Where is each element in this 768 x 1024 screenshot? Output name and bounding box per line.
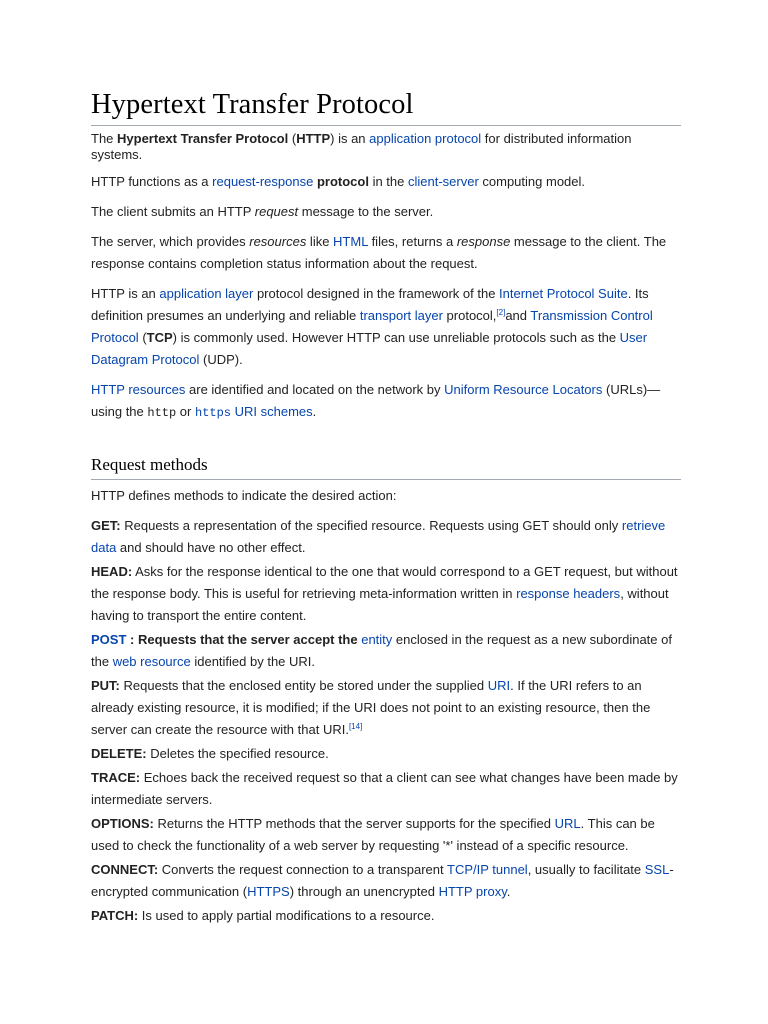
text: computing model. <box>478 174 586 189</box>
term-protocol: protocol <box>316 174 369 189</box>
text: ( <box>138 330 147 345</box>
text: files, returns a <box>367 234 457 249</box>
text: Returns the HTTP methods that the server supports for the specified <box>153 816 555 831</box>
text: are identified and located on the network by <box>185 382 445 397</box>
text: . <box>312 404 317 419</box>
text: -encrypted communication ( <box>91 862 674 899</box>
link-label: URI schemes <box>234 404 313 419</box>
link-uri[interactable]: URI <box>487 678 511 693</box>
link-user-datagram-protocol[interactable]: User Datagram Protocol <box>91 330 648 367</box>
method-connect <box>91 859 681 903</box>
code-https: https <box>194 406 231 420</box>
text: . <box>506 884 511 899</box>
term-request: request <box>254 204 299 219</box>
method-name: PUT: <box>91 678 120 693</box>
method-name: CONNECT: <box>91 862 159 877</box>
method-head <box>91 561 681 627</box>
text: ) is commonly used. However HTTP can use unreliable protocols such as the <box>172 330 620 345</box>
method-trace <box>91 767 681 811</box>
method-patch <box>91 905 681 927</box>
text: HTTP functions as a <box>91 174 213 189</box>
method-options <box>91 813 681 857</box>
intro-paragraph-5 <box>91 283 681 371</box>
link-application-protocol[interactable]: application protocol <box>369 131 482 146</box>
text: Asks for the response identical to the one that would correspond to a GET request, but without the response body. This is useful for retrieving meta-information written in <box>91 564 678 601</box>
citation-14[interactable]: [14] <box>348 722 363 731</box>
text: Echoes back the received request so that a client can see what changes have been made by intermediate servers. <box>91 770 678 807</box>
text: identified by the URI. <box>190 654 316 669</box>
term-tcp: TCP <box>146 330 173 345</box>
link-web-resource[interactable]: web resource <box>112 654 191 669</box>
link-client-server[interactable]: client-server <box>407 174 479 189</box>
text: ) through an unencrypted <box>289 884 439 899</box>
method-delete <box>91 743 681 765</box>
term-http-bold: Hypertext Transfer Protocol <box>117 131 289 146</box>
text: (UDP). <box>199 352 243 367</box>
methods-lead: HTTP defines methods to indicate the desired action: <box>91 488 397 503</box>
link-transmission-control-protocol[interactable]: Transmission Control Protocol <box>91 308 653 345</box>
text: The <box>91 131 118 146</box>
intro-paragraph-1 <box>91 131 681 163</box>
link-internet-protocol-suite[interactable]: Internet Protocol Suite <box>499 286 628 301</box>
text: . This can be used to check the functionality of a web server by requesting '*' instead of a specific resource. <box>91 816 655 853</box>
text: , usually to facilitate <box>527 862 645 877</box>
text: enclosed in the request as a new subordinate of the <box>91 632 672 669</box>
link-application-layer[interactable]: application layer <box>159 286 254 301</box>
intro-paragraph-4 <box>91 231 681 275</box>
link-uniform-resource-locators[interactable]: Uniform Resource Locators <box>444 382 603 397</box>
text: protocol designed in the framework of the <box>253 286 500 301</box>
method-get <box>91 515 681 559</box>
article-content <box>91 88 681 927</box>
text: (URLs)—using the <box>91 382 661 419</box>
link-transport-layer[interactable]: transport layer <box>359 308 443 323</box>
intro-paragraph-2 <box>91 171 681 193</box>
section-heading-request-methods: Request methods <box>91 454 681 480</box>
text: The server, which provides <box>91 234 250 249</box>
intro-paragraph-6 <box>91 379 681 424</box>
link-entity[interactable]: entity <box>361 632 393 647</box>
link-tcp-ip-tunnel[interactable]: TCP/IP tunnel <box>447 862 528 877</box>
text: Deletes the specified resource. <box>146 746 329 761</box>
code-http: http <box>147 406 177 420</box>
text: message to the server. <box>298 204 434 219</box>
text: like <box>306 234 334 249</box>
text: ) is an <box>330 131 370 146</box>
method-name: OPTIONS: <box>91 816 154 831</box>
text: : Requests that the server accept the <box>126 632 362 647</box>
method-name: DELETE: <box>91 746 147 761</box>
method-post <box>91 629 681 673</box>
link-post-method[interactable]: POST <box>91 632 127 647</box>
link-request-response[interactable]: request-response <box>212 174 314 189</box>
text: , without having to transport the entire content. <box>91 586 669 623</box>
term-response: response <box>456 234 511 249</box>
page-title: Hypertext Transfer Protocol <box>91 88 681 126</box>
text: message to the client. The response contains completion status information about the request. <box>91 234 667 271</box>
text: Is used to apply partial modifications to a resource. <box>138 908 435 923</box>
term-resources: resources <box>249 234 307 249</box>
link-http-proxy[interactable]: HTTP proxy <box>438 884 507 899</box>
text: The client submits an HTTP <box>91 204 255 219</box>
link-retrieve-data[interactable]: retrieve data <box>91 518 666 555</box>
text: . If the URI refers to an already existing resource, it is modified; if the URI does not point to an existing resource, then the server can create the resource with that URI. <box>91 678 651 737</box>
text: and should have no other effect. <box>116 540 306 555</box>
citation-2[interactable]: [2] <box>496 308 506 317</box>
text: ( <box>288 131 297 146</box>
link-https[interactable]: HTTPS <box>247 884 290 899</box>
link-ssl[interactable]: SSL <box>644 862 670 877</box>
link-response-headers[interactable]: response headers <box>516 586 621 601</box>
text: for distributed information systems. <box>91 131 632 162</box>
intro-paragraph-3 <box>91 201 681 223</box>
link-url[interactable]: URL <box>554 816 581 831</box>
method-put <box>91 675 681 741</box>
method-name: TRACE: <box>91 770 141 785</box>
text: Converts the request connection to a transparent <box>158 862 447 877</box>
text: protocol, <box>442 308 497 323</box>
text: in the <box>368 174 408 189</box>
text: and <box>505 308 531 323</box>
text: HTTP is an <box>91 286 160 301</box>
method-name: PATCH: <box>91 908 139 923</box>
text: Requests that the enclosed entity be stored under the supplied <box>119 678 488 693</box>
method-name: HEAD: <box>91 564 133 579</box>
method-name: GET: <box>91 518 121 533</box>
link-https-uri-schemes[interactable] <box>195 404 313 419</box>
text: . Its definition presumes an underlying and reliable <box>91 286 649 323</box>
link-html[interactable]: HTML <box>333 234 368 249</box>
text: or <box>176 404 195 419</box>
link-http-resources[interactable]: HTTP resources <box>91 382 186 397</box>
text: Requests a representation of the specified resource. Requests using GET should only <box>120 518 622 533</box>
term-http-abbr: HTTP <box>296 131 331 146</box>
